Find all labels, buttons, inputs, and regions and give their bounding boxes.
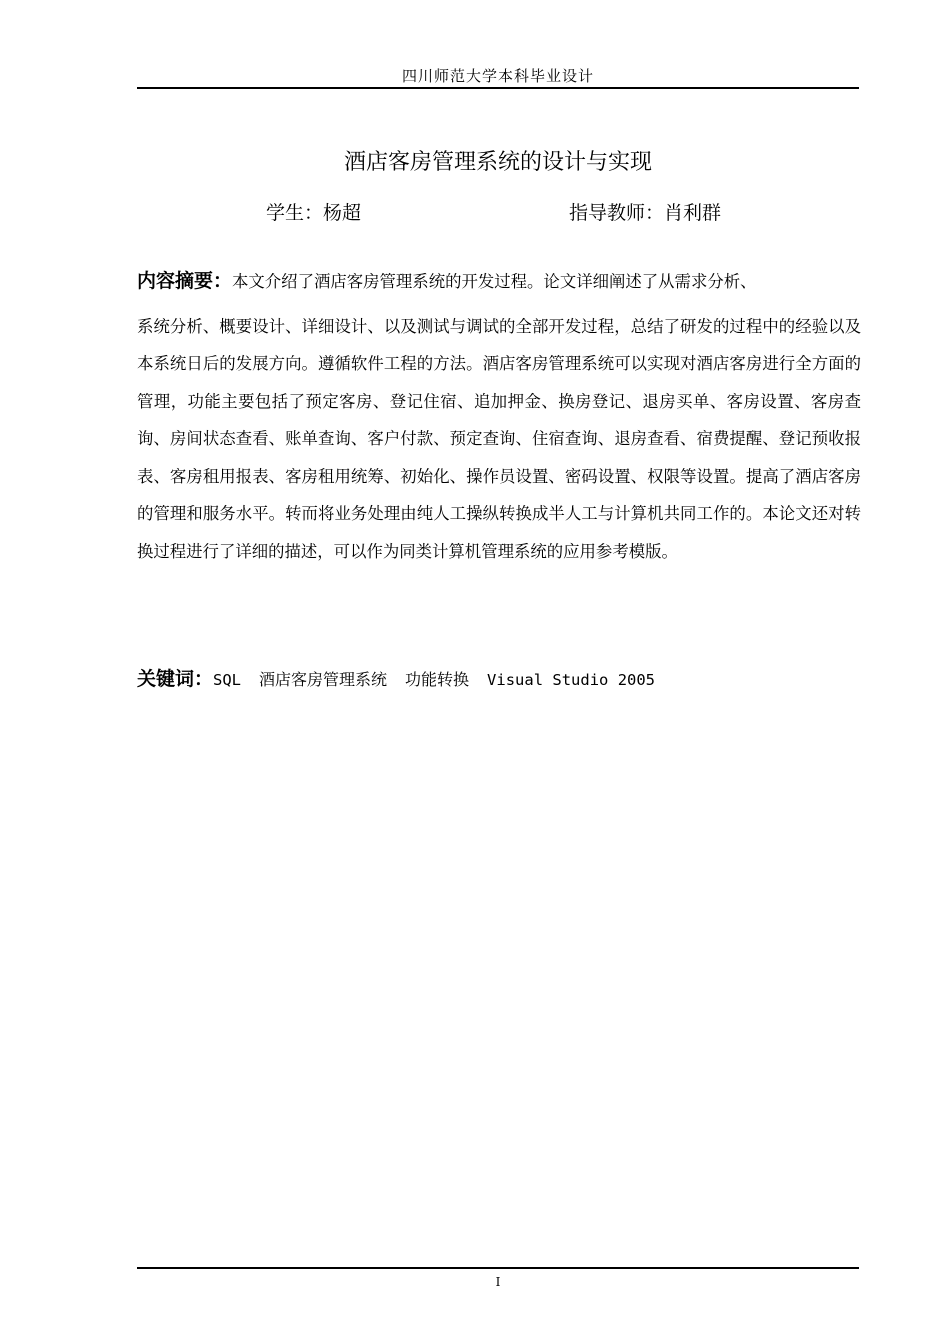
keywords-label: 关键词： <box>137 668 214 690</box>
abstract-first-line <box>137 263 861 301</box>
student-name: 学生：杨超 <box>266 202 362 224</box>
running-header: 四川师范大学本科毕业设计 <box>401 67 594 85</box>
advisor-name: 指导教师：肖利群 <box>569 202 722 224</box>
keyword-item: Visual Studio 2005 <box>487 671 656 689</box>
keyword-item: SQL <box>213 671 242 689</box>
footer-rule <box>137 1267 859 1269</box>
page-number: I <box>495 1275 501 1289</box>
abstract-label: 内容摘要： <box>137 270 233 292</box>
keyword-item: 功能转换 <box>405 670 470 689</box>
keyword-item: 酒店客房管理系统 <box>259 670 388 689</box>
abstract-section <box>137 263 861 570</box>
header-rule <box>137 87 859 89</box>
abstract-lead-text: 本文介绍了酒店客房管理系统的开发过程。论文详细阐述了从需求分析、 <box>232 272 757 291</box>
abstract-body: 系统分析、概要设计、详细设计、以及测试与调试的全部开发过程，总结了研发的过程中的经验以及本系统日后的发展方向。遵循软件工程的方法。酒店客房管理系统可以实现对酒店客房进行全方面的管理，功能主要包括了预定客房、登记住宿、追加押金、换房登记、退房买单、客房设置、客房查询、房间状态查看、账单查询、客户付款、预定查询、住宿查询、退房查看、宿费提醒、登记预收报表、客房租用报表、客房租用统筹、初始化、操作员设置、密码设置、权限等设置。提高了酒店客房的管理和服务水平。转而将业务处理由纯人工操纵转换成半人工与计算机共同工作的。本论文还对转换过程进行了详细的描述，可以作为同类计算机管理系统的应用参考模版。 <box>137 316 861 561</box>
keywords-section <box>137 663 673 696</box>
paper-title: 酒店客房管理系统的设计与实现 <box>343 150 652 175</box>
